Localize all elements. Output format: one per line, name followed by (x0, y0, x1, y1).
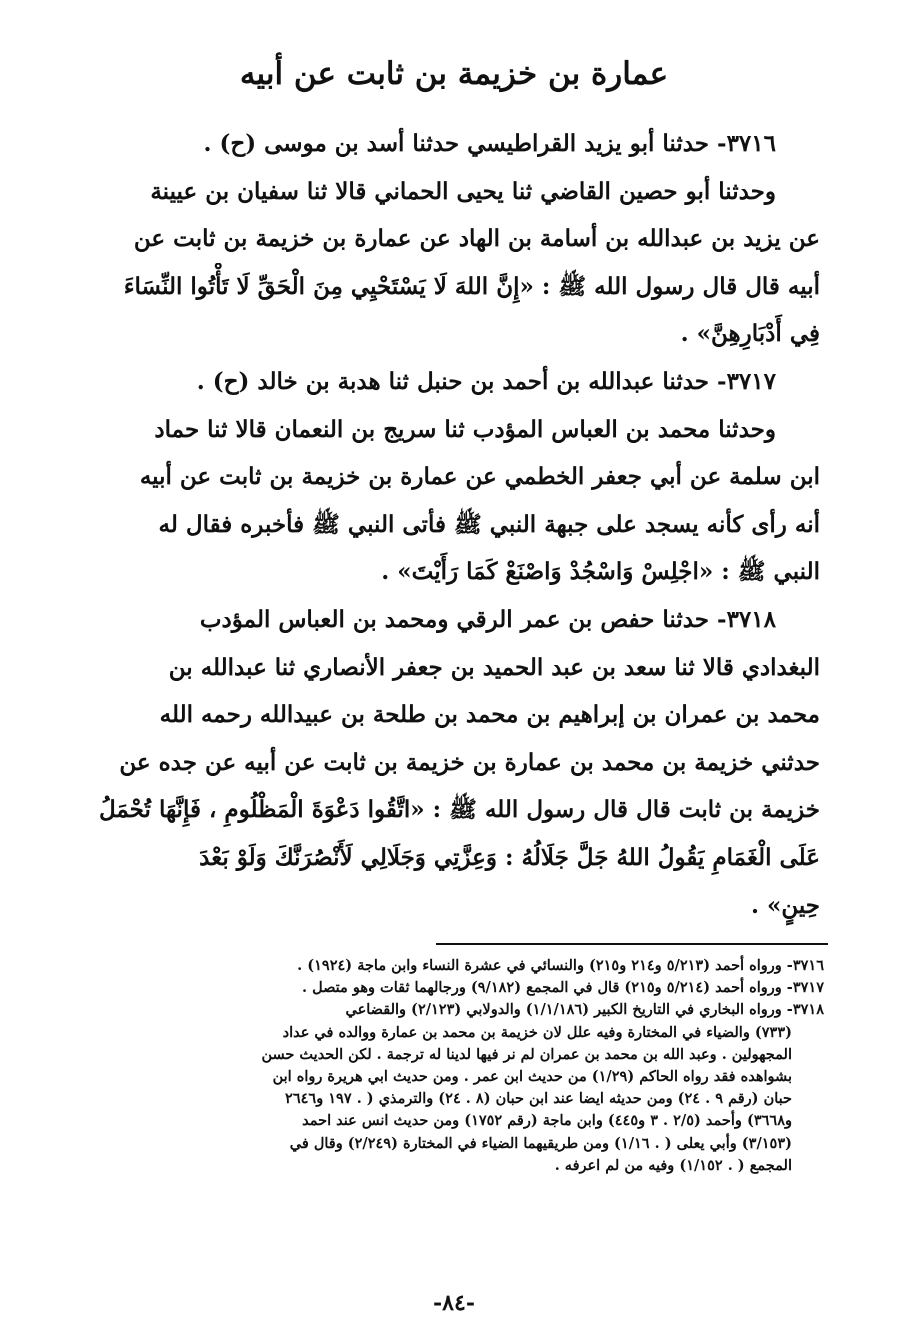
footnote-line: بشواهده فقد رواه الحاكم (١/٢٩) من حديث ابن عمر . ومن حديث ابي هريرة رواه ابن (272, 1067, 792, 1085)
footnote-line: المجهولين . وعبد الله بن محمد بن عمران لم نر فيها لدينا له ترجمة . لكن الحديث حسن (261, 1045, 792, 1063)
text-line: ٣٧١٧- حدثنا عبدالله بن أحمد بن حنبل ثنا هدبة بن خالد (ح) . (196, 367, 776, 395)
text-line: فِي أَدْبَارِهِنَّ» . (680, 320, 820, 348)
footnote-line: المجمع ( . ١/١٥٢) وفيه من لم اعرفه . (554, 1156, 792, 1174)
page-title: عمارة بن خزيمة بن ثابت عن أبيه (239, 56, 669, 92)
text-line: وحدثنا محمد بن العباس المؤدب ثنا سريج بن النعمان قالا ثنا حماد (154, 415, 776, 443)
main-text (80, 120, 820, 929)
text-line: محمد بن عمران بن إبراهيم بن محمد بن طلحة بن عبيدالله رحمه الله (159, 701, 820, 729)
footnote-line: (٣/١٥٣) وأبي يعلى ( . ١/١٦) ومن طريقيهما الضياء في المختارة (٢/٢٤٩) وقال في (289, 1134, 792, 1152)
text-line: ابن سلمة عن أبي جعفر الخطمي عن عمارة بن خزيمة بن ثابت عن أبيه (139, 463, 820, 491)
page-number: -٨٤- (433, 1290, 475, 1316)
footnotes (86, 955, 824, 1177)
text-line: أنه رأى كأنه يسجد على جبهة النبي ﷺ فأتى النبي ﷺ فأخبره فقال له (158, 510, 820, 538)
text-line: النبي ﷺ : «اجْلِسْ وَاسْجُدْ وَاصْنَعْ كَمَا رَأَيْتَ» . (381, 558, 820, 586)
text-line: عَلَى الْغَمَامِ يَقُولُ اللهُ جَلَّ جَلَالُهُ : وَعِزَّتِي وَجَلَالِي لَأَنْصُرَنَّكَ وَلَوْ بَعْدَ (199, 843, 820, 871)
footnote-line: ٣٧١٨- ورواه البخاري في التاريخ الكبير (١/١/١٨٦) والدولابي (٢/١٢٣) والقضاعي (345, 1001, 824, 1019)
footnote-line: ٣٧١٦- ورواه أحمد (٥/٢١٣ و٢١٤ و٢١٥) والنسائي في عشرة النساء وابن ماجة (١٩٢٤) . (297, 957, 824, 974)
footnote-line: حبان (رقم ٩ . ٢٤) ومن حديثه ايضا عند ابن حبان (٨ . ٢٤) والترمذي ( . ١٩٧ و٢٦٤٦ (285, 1090, 792, 1108)
footnote-separator (436, 943, 828, 945)
text-line: خزيمة بن ثابت قال قال رسول الله ﷺ : «اتَّقُوا دَعْوَةَ الْمَظْلُومِ ، فَإِنَّهَا تُحْمَلُ (98, 796, 820, 824)
text-line: حِينٍ» . (750, 891, 820, 919)
footnote-line: (٧٣٣) والضياء في المختارة وفيه علل لان خزيمة بن محمد بن عمارة ووالده في عداد (282, 1023, 792, 1041)
footnote-line: و٣٦٦٨) وأحمد (٢/٥ . ٣ و٤٤٥) وابن ماجة (رقم ١٧٥٢) ومن حديث انس عند احمد (302, 1112, 792, 1130)
text-line: ٣٧١٦- حدثنا أبو يزيد القراطيسي حدثنا أسد بن موسى (ح) . (203, 130, 776, 157)
footnote-line: ٣٧١٧- ورواه أحمد (٥/٢١٤ و٢١٥) قال في المجمع (٩/١٨٢) ورجالهما ثقات وهو متصل . (302, 979, 824, 997)
text-line: حدثني خزيمة بن محمد بن عمارة بن خزيمة بن ثابت عن أبيه عن جده عن (119, 748, 820, 776)
text-line: وحدثنا أبو حصين القاضي ثنا يحيى الحماني قالا ثنا سفيان بن عيينة (150, 177, 776, 205)
text-line: ٣٧١٨- حدثنا حفص بن عمر الرقي ومحمد بن العباس المؤدب (199, 605, 776, 633)
text-line: أبيه قال قال رسول الله ﷺ : «إِنَّ اللهَ لَا يَسْتَحْيِي مِنَ الْحَقِّ لَا تَأْتُوا النِّسَاءَ (123, 272, 820, 300)
text-line: البغدادي قالا ثنا سعد بن عبد الحميد بن جعفر الأنصاري ثنا عبدالله بن (168, 653, 820, 681)
text-line: عن يزيد بن عبدالله بن أسامة بن الهاد عن عمارة بن خزيمة بن ثابت عن (133, 225, 820, 253)
